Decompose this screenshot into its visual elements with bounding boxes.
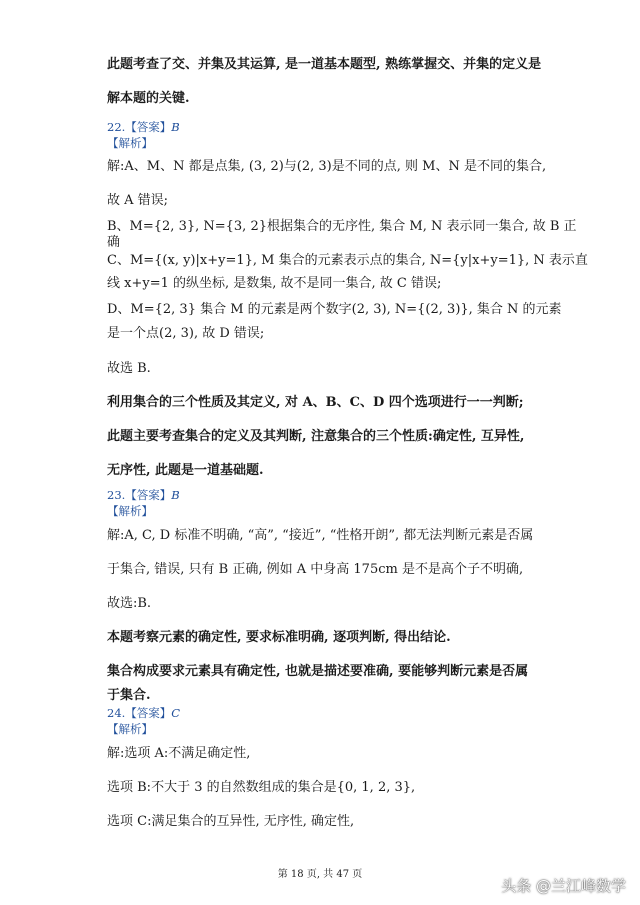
text-line: 于集合. xyxy=(107,688,151,703)
answer-value: B xyxy=(171,488,180,502)
text-line: 故 A 错误; xyxy=(107,193,169,208)
text-line: 解本题的关键. xyxy=(107,91,190,106)
text-line: B、M={2, 3}, N={3, 2}根据集合的无序性, 集合 M, N 表示同一集合, 故 B 正 xyxy=(107,219,577,234)
text-line: D、M={2, 3} 集合 M 的元素是两个数字(2, 3), N={(2, 3)}, 集合 N 的元素 xyxy=(107,302,562,317)
text-line: 于集合, 错误, 只有 B 正确, 例如 A 中身高 175cm 是不是高个子不明确, xyxy=(107,562,524,577)
text-line: 本题考察元素的确定性, 要求标准明确, 逐项判断, 得出结论. xyxy=(107,630,451,645)
answer-heading-22 xyxy=(107,119,610,135)
text-line: 集合构成要求元素具有确定性, 也就是描述要准确, 要能够判断元素是否属 xyxy=(107,664,529,679)
text-line: C、M={(x, y)|x+y=1}, M 集合的元素表示点的集合, N={y|x+y=1}, N 表示直 xyxy=(107,253,588,268)
answer-value: B xyxy=(171,120,180,134)
text-line: 利用集合的三个性质及其定义, 对 A、B、C、D 四个选项进行一一判断; xyxy=(107,395,524,410)
text-line: 选项 B:不大于 3 的自然数组成的集合是{0, 1, 2, 3}, xyxy=(107,780,416,795)
text-line: 线 x+y=1 的纵坐标, 是数集, 故不是同一集合, 故 C 错误; xyxy=(107,276,442,291)
watermark: 头条 @兰江峰数学 xyxy=(501,877,626,895)
text-line: 故选:B. xyxy=(107,596,152,611)
answer-label: 24.【答案】 xyxy=(107,706,172,720)
answer-heading-24 xyxy=(107,705,610,721)
answer-value: C xyxy=(171,706,181,720)
text-line: 选项 C:满足集合的互异性, 无序性, 确定性, xyxy=(107,814,355,829)
text-line: 解:A、M、N 都是点集, (3, 2)与(2, 3)是不同的点, 则 M、N 是不同的集合, xyxy=(107,159,547,174)
analysis-heading-22: 【解析】 xyxy=(107,136,153,150)
text-line: 此题考查了交、并集及其运算, 是一道基本题型, 熟练掌握交、并集的定义是 xyxy=(107,57,542,72)
answer-label: 22.【答案】 xyxy=(107,120,172,134)
answer-heading-23 xyxy=(107,487,610,503)
answer-label: 23.【答案】 xyxy=(107,488,172,502)
text-line: 是一个点(2, 3), 故 D 错误; xyxy=(107,326,265,341)
text-line: 确 xyxy=(107,235,121,250)
page-number-footer: 第 18 页, 共 47 页 xyxy=(277,869,363,880)
text-line: 无序性, 此题是一道基础题. xyxy=(107,463,264,478)
text-line: 故选 B. xyxy=(107,361,151,376)
text-line: 解:A, C, D 标准不明确, “高”, “接近”, “性格开朗”, 都无法判断元素是否属 xyxy=(107,528,534,543)
text-line: 此题主要考查集合的定义及其判断, 注意集合的三个性质:确定性, 互异性, xyxy=(107,429,525,444)
analysis-heading-24: 【解析】 xyxy=(107,722,153,736)
text-line: 解:选项 A:不满足确定性, xyxy=(107,746,251,761)
analysis-heading-23: 【解析】 xyxy=(107,504,153,518)
